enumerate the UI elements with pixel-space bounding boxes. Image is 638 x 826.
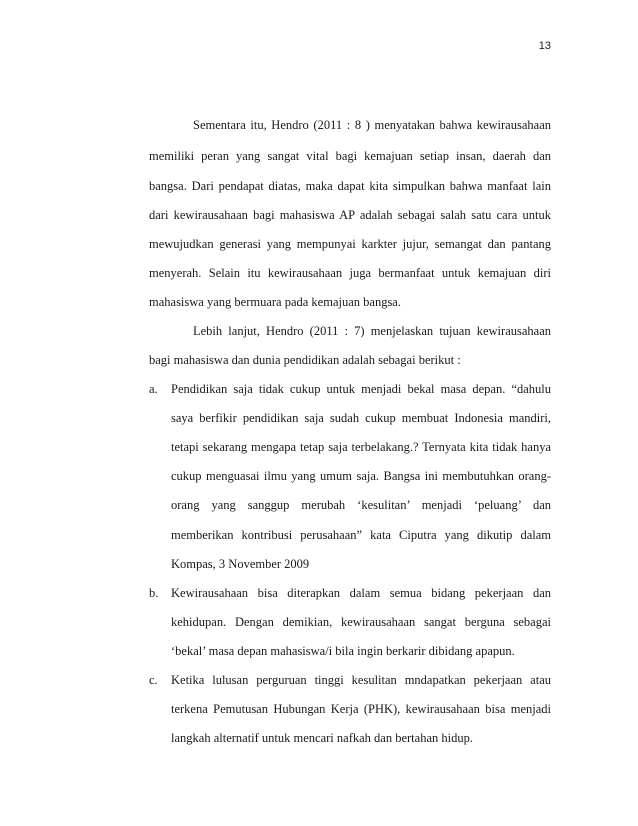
page-number: 13 [538,40,551,52]
paragraph-line: Lebih lanjut, Hendro (2011 : 7) menjelaskan tujuan kewirausahaan [193,324,551,338]
list-item-line: memberikan kontribusi perusahaan” kata Ciputra yang dikutip dalam [171,528,551,542]
list-item-line: Kewirausahaan bisa diterapkan dalam semua bidang pekerjaan dan [171,586,551,600]
list-item-line: tetapi sekarang mengapa tetap saja terbelakang.? Ternyata kita tidak hanya [171,440,551,454]
list-item-line: kehidupan. Dengan demikian, kewirausahaan sangat berguna sebagai [171,615,551,629]
paragraph-line: bagi mahasiswa dan dunia pendidikan adalah sebagai berikut : [149,353,461,367]
paragraph-line: mahasiswa yang bermuara pada kemajuan bangsa. [149,295,401,309]
paragraph-line: dari kewirausahaan bagi mahasiswa AP adalah sebagai salah satu cara untuk [149,208,551,222]
paragraph-line: mewujudkan generasi yang mempunyai karkter jujur, semangat dan pantang [149,237,551,251]
list-item-line: Kompas, 3 November 2009 [171,557,310,571]
paragraph-line: bangsa. Dari pendapat diatas, maka dapat kita simpulkan bahwa manfaat lain [149,179,551,193]
list-item-line: terkena Pemutusan Hubungan Kerja (PHK), kewirausahaan bisa menjadi [171,702,551,716]
list-marker: b. [149,586,159,600]
list-item-line: saya berfikir pendidikan saja sudah cukup membuat Indonesia mandiri, [171,411,551,425]
list-item-line: Pendidikan saja tidak cukup untuk menjadi bekal masa depan. “dahulu [171,382,551,396]
list-item-line: ‘bekal’ masa depan mahasiswa/i bila ingin berkarir dibidang apapun. [171,644,515,658]
list-item-line: Ketika lulusan perguruan tinggi kesulitan mndapatkan pekerjaan atau [171,673,551,687]
list-item-line: langkah alternatif untuk mencari nafkah dan bertahan hidup. [171,731,473,745]
list-marker: a. [149,382,158,396]
paragraph-line: memiliki peran yang sangat vital bagi kemajuan setiap insan, daerah dan [149,149,551,163]
paragraph-line: menyerah. Selain itu kewirausahaan juga bermanfaat untuk kemajuan diri [149,266,551,280]
list-item-line: orang yang sanggup merubah ‘kesulitan’ menjadi ‘peluang’ dan [171,498,551,512]
list-item-line: cukup menguasai ilmu yang umum saja. Bangsa ini membutuhkan orang- [171,469,551,483]
list-marker: c. [149,673,158,687]
paragraph-line: Sementara itu, Hendro (2011 : 8 ) menyatakan bahwa kewirausahaan [193,118,551,132]
